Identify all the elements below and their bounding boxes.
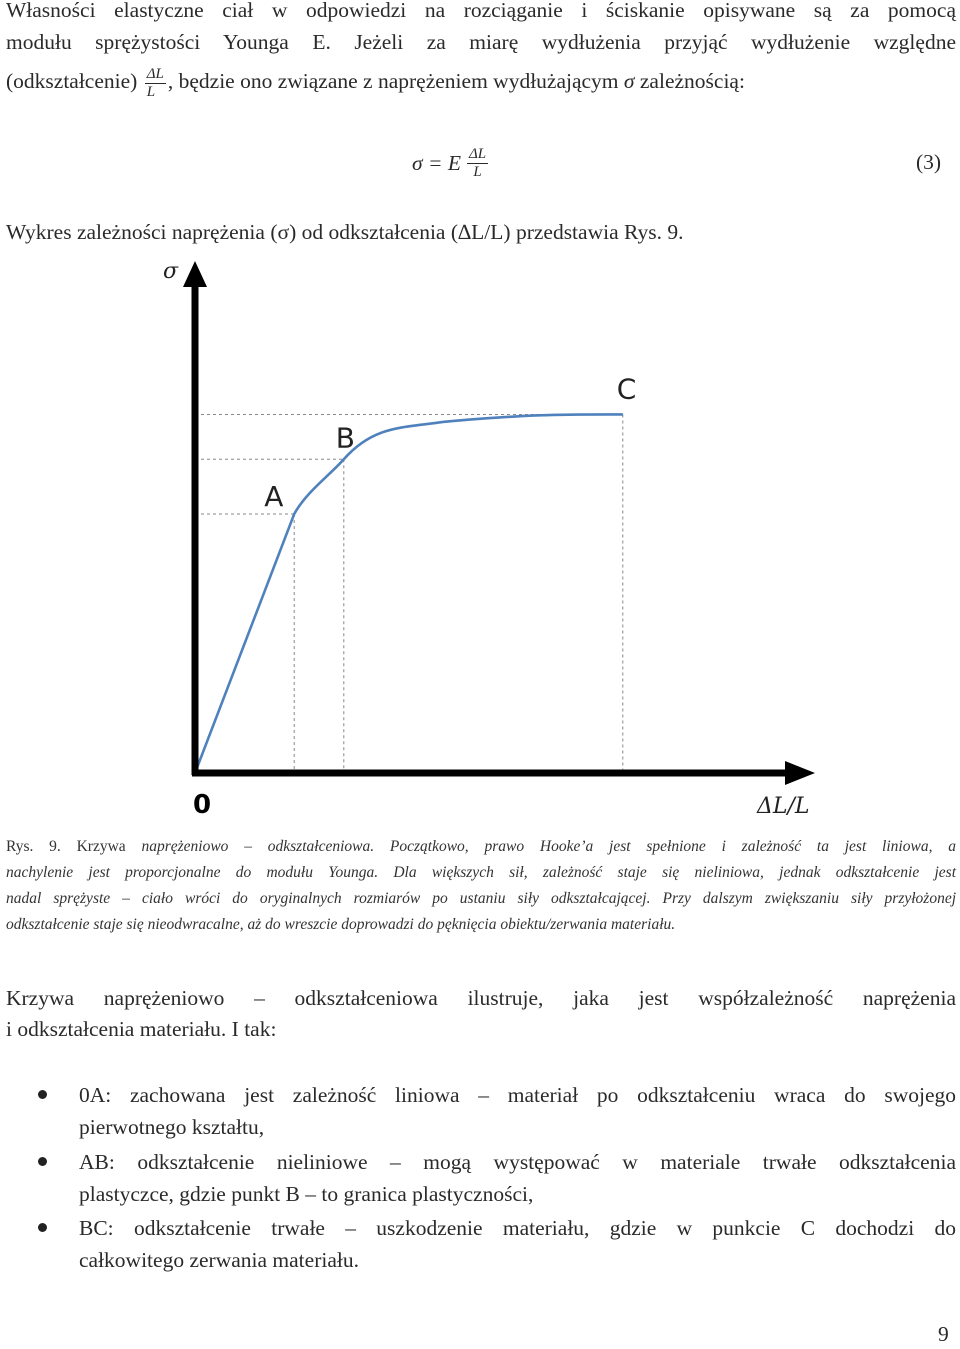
stress-strain-chart — [0, 250, 960, 825]
summary-line-1: Krzywa naprężeniowo – odkształceniowa ilustruje, jaka jest współzależność naprężenia — [6, 986, 956, 1010]
point-label-C: C — [616, 372, 637, 406]
caption-line-1 — [6, 834, 956, 860]
bullet-item-1-line-2: pierwotnego kształtu, — [79, 1115, 265, 1139]
intro-line-3-pre: (odkształcenie) — [6, 69, 138, 93]
sigma-symbol: σ — [623, 69, 635, 93]
intro-line-3-post-b: zależnością: — [639, 69, 745, 93]
equation — [412, 138, 490, 188]
caption-line-2: nachylenie jest proporcjonalne do modułu Younga. Dla większych sił, zależność staje się nieliniowa, jednak odkształcenie jest — [6, 864, 956, 881]
bullet-item-3-line-2: całkowitego zerwania materiału. — [79, 1248, 359, 1272]
x-axis-label: ΔL/L — [757, 794, 810, 819]
equation-fraction — [467, 146, 488, 181]
intro-line-3 — [6, 63, 956, 101]
intro-line-3-post-a: , będzie ono związane z naprężeniem wydłużającym — [167, 69, 619, 93]
equation-lhs: σ = E — [412, 150, 461, 175]
bullet-item-3 — [79, 1212, 956, 1276]
x-axis-arrowhead — [785, 761, 815, 785]
bullet-item-1 — [79, 1079, 956, 1143]
caption-prefix: Rys. 9. Krzywa — [6, 838, 126, 855]
point-label-A: A — [264, 480, 284, 514]
caption-line-4: odkształcenie staje się nieodwracalne, aż do wreszcie doprowadzi do pęknięcia obiektu/zerwania materiału. — [6, 916, 676, 933]
caption-line-1-italic: naprężeniowo – odkształceniowa. Początkowo, prawo Hooke’a jest spełnione i zależność ta jest liniowa, a — [141, 838, 956, 855]
bullet-item-2-line-1: AB: odkształcenie nieliniowe – mogą występować w materiale trwałe odkształcenia — [79, 1150, 956, 1174]
bullet-dot-3 — [38, 1223, 47, 1232]
bullet-item-1-line-1: 0A: zachowana jest zależność liniowa – materiał po odkształceniu wraca do swojego — [79, 1083, 956, 1107]
equation-fraction-denominator: L — [473, 163, 482, 180]
y-axis-label: σ — [163, 259, 179, 284]
point-label-B: B — [335, 421, 356, 455]
equation-number: (3) — [916, 150, 942, 174]
strain-fraction-denominator: L — [146, 83, 156, 100]
summary-line-2: i odkształcenia materiału. I tak: — [6, 1017, 277, 1041]
caption-line-3: nadal sprężyste – ciało wróci do oryginalnych rozmiarów po ustaniu siły odkształcającej. Przy dalszym zwiększaniu siły przyłożonej — [6, 890, 956, 907]
intro-line-2: modułu sprężystości Younga E. Jeżeli za miarę wydłużenia przyjąć wydłużenie względne — [6, 30, 956, 54]
bullet-item-2-line-2: plastyczce, gdzie punkt B – to granica plastyczności, — [79, 1182, 534, 1206]
origin-label: 0 — [193, 790, 212, 820]
bullet-dot-1 — [38, 1090, 47, 1099]
intro-line-1: Własności elastyczne ciał w odpowiedzi na rozciąganie i ściskanie opisywane są za pomocą — [6, 0, 956, 22]
bullet-dot-2 — [38, 1157, 47, 1166]
stress-strain-curve — [195, 414, 623, 773]
figure-reference: Wykres zależności naprężenia (σ) od odkształcenia (∆L/L) przedstawia Rys. 9. — [6, 220, 684, 244]
y-axis-arrowhead — [183, 261, 207, 287]
bullet-item-3-line-1: BC: odkształcenie trwałe – uszkodzenie materiału, gdzie w punkcie C dochodzi do — [79, 1216, 956, 1240]
equation-fraction-numerator: ΔL — [469, 145, 487, 162]
bullet-item-2 — [79, 1146, 956, 1210]
page-number: 9 — [938, 1322, 949, 1346]
strain-fraction-numerator: ΔL — [146, 65, 164, 82]
strain-fraction — [145, 66, 166, 101]
